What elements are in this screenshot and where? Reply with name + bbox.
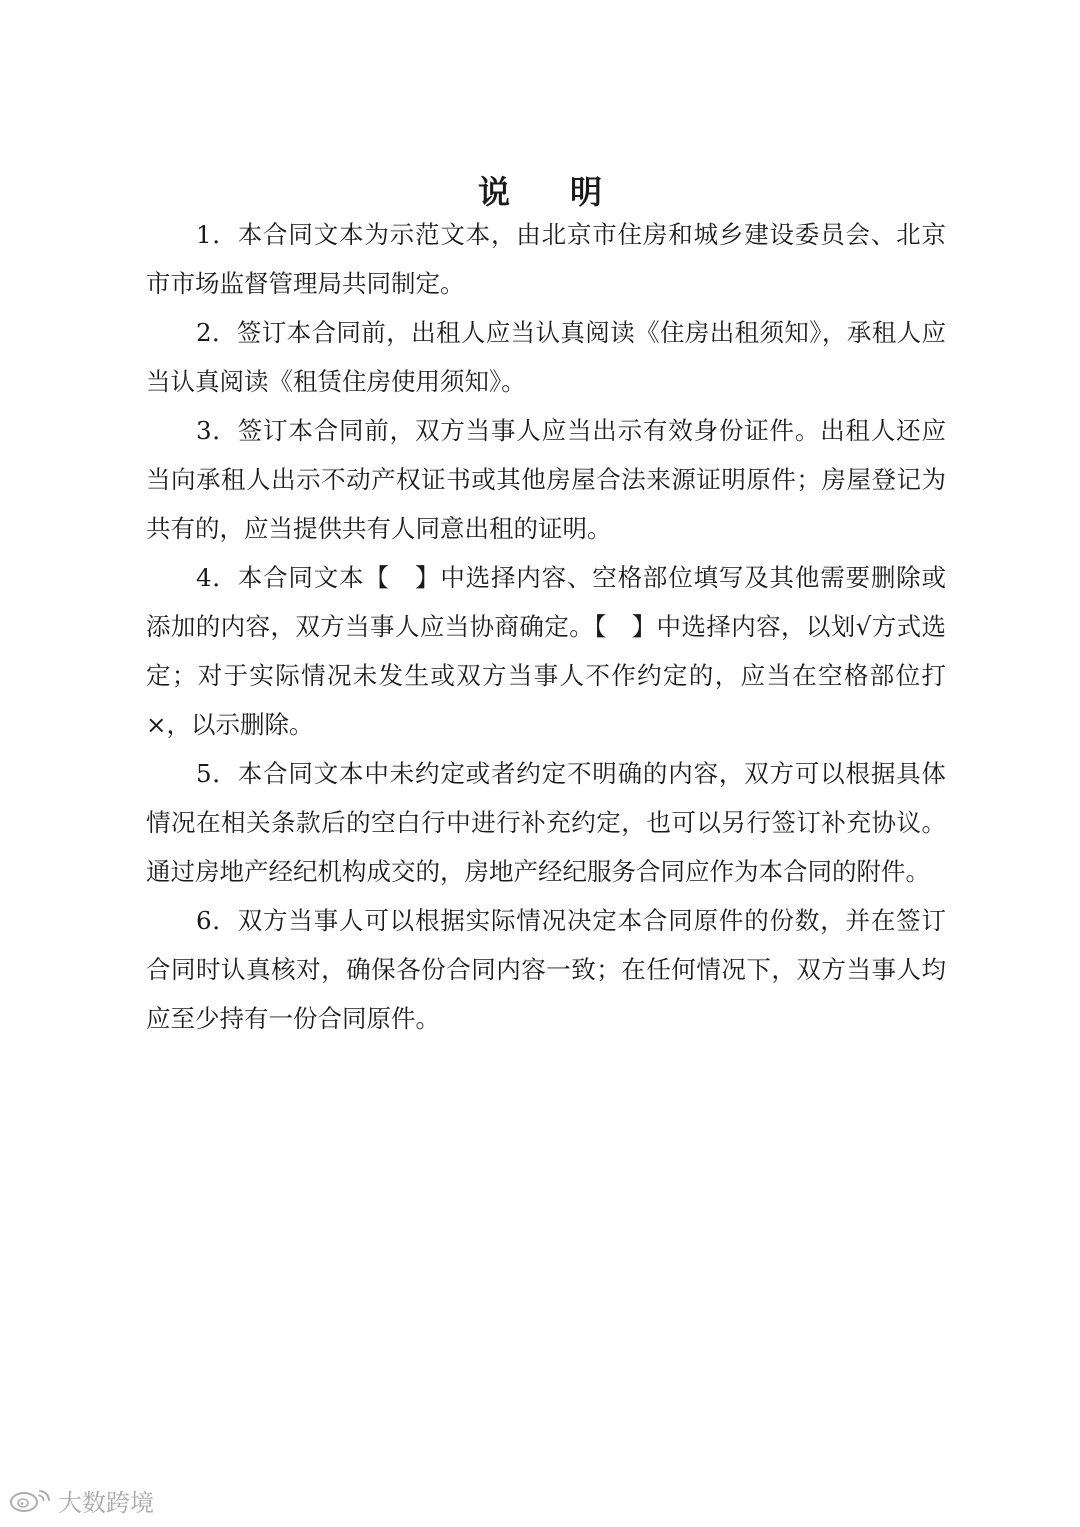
- paragraph-6: 6．双方当事人可以根据实际情况决定本合同原件的份数，并在签订合同时认真核对，确保各份合同内容一致；在任何情况下，双方当事人均应至少持有一份合同原件。: [146, 906, 946, 1033]
- weibo-logo-icon: [8, 1487, 54, 1513]
- document-body: [146, 210, 946, 1043]
- paragraph-1: 1．本合同文本为示范文本，由北京市住房和城乡建设委员会、北京市市场监督管理局共同制定。: [146, 220, 946, 298]
- page-title: 说明: [477, 173, 662, 211]
- paragraph-2: 2．签订本合同前，出租人应当认真阅读《住房出租须知》，承租人应当认真阅读《租赁住房使用须知》。: [146, 318, 946, 396]
- watermark: [8, 1485, 154, 1515]
- paragraph-4: 4．本合同文本【 】中选择内容、空格部位填写及其他需要删除或添加的内容，双方当事人应当协商确定。【 】中选择内容，以划√方式选定；对于实际情况未发生或双方当事人不作约定的，应当在空格部位打×，以示删除。: [146, 563, 946, 739]
- paragraph-3: 3．签订本合同前，双方当事人应当出示有效身份证件。出租人还应当向承租人出示不动产权证书或其他房屋合法来源证明原件；房屋登记为共有的，应当提供共有人同意出租的证明。: [146, 416, 946, 543]
- paragraph-5: 5．本合同文本中未约定或者约定不明确的内容，双方可以根据具体情况在相关条款后的空白行中进行补充约定，也可以另行签订补充协议。通过房地产经纪机构成交的，房地产经纪服务合同应作为本合同的附件。: [146, 759, 946, 886]
- watermark-text: 大数跨境: [58, 1488, 154, 1517]
